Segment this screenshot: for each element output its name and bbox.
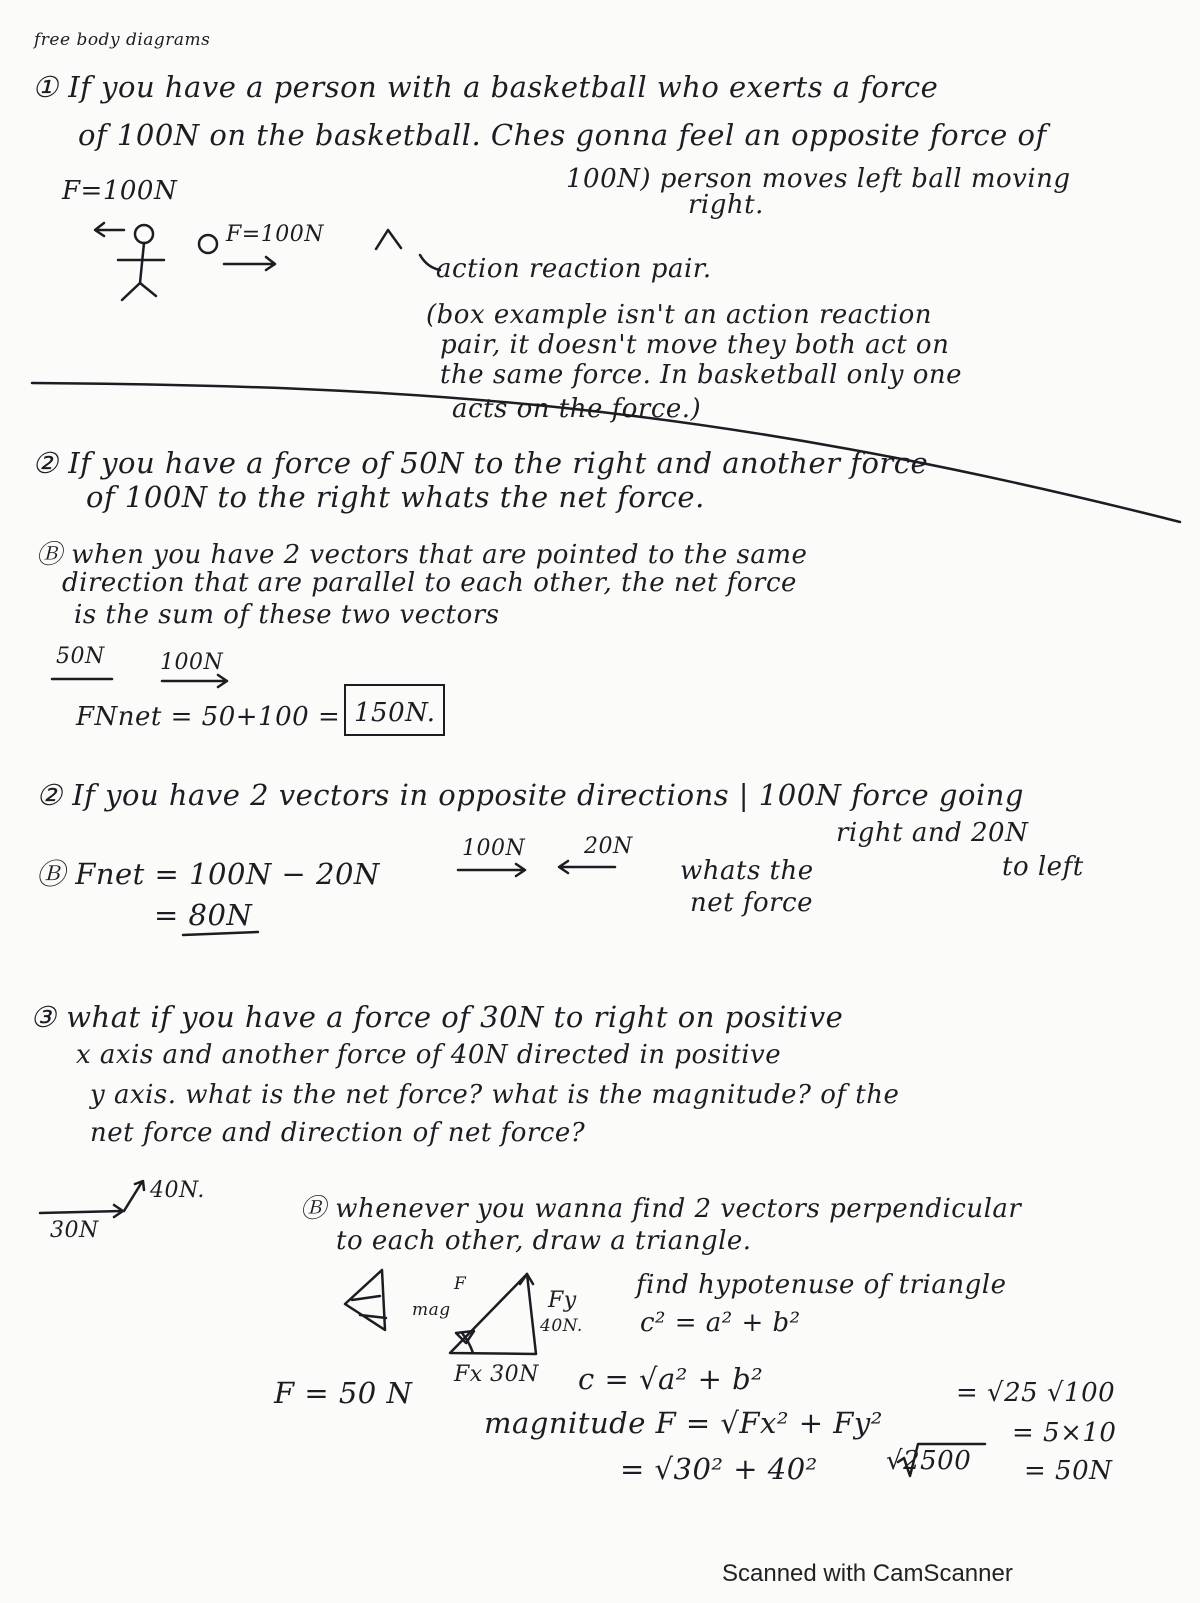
page-title: free body diagrams	[34, 30, 211, 50]
section3-question-line2: right and 20N	[836, 818, 1029, 848]
force-label-person: F=100N	[62, 176, 178, 206]
note-line2: pair, it doesn't move they both act on	[440, 330, 950, 360]
stick-figure-icon	[118, 225, 164, 300]
result-line3: = 50N	[1024, 1456, 1113, 1486]
arrow-20n-left-icon	[559, 861, 615, 873]
whats-the-label: whats the	[680, 856, 814, 886]
arrow-30n-icon	[40, 1205, 123, 1217]
section3-question-line1: ② If you have 2 vectors in opposite directions | 100N force going	[36, 778, 1024, 812]
section2-answer-line1: Ⓑ when you have 2 vectors that are pointed to the same	[36, 540, 808, 570]
section1-question-line2: of 100N on the basketball. Ches gonna feel an opposite force of	[78, 118, 1047, 152]
triangle-mag-label: mag	[412, 1300, 451, 1320]
note-line3: the same force. In basketball only one	[440, 360, 963, 390]
section3-question-line3: to left	[1002, 852, 1084, 882]
section2-answer-line2: direction that are parallel to each other, the net force	[62, 568, 797, 598]
c-equation: c = √a² + b²	[578, 1362, 764, 1396]
triangle-fy-value: 40N.	[540, 1316, 583, 1336]
magnitude-equation-line2: = √30² + 40²	[620, 1452, 818, 1486]
pythagoras-equation: c² = a² + b²	[640, 1308, 801, 1338]
net-force-equation: FNnet = 50+100 =	[76, 702, 341, 732]
section4-question-line4: net force and direction of net force?	[90, 1118, 586, 1148]
f50-result: F = 50 N	[274, 1376, 413, 1410]
section1-question-line1: ① If you have a person with a basketball who exerts a force	[32, 70, 939, 104]
section2-question-line2: of 100N to the right whats the net force.	[86, 480, 705, 514]
net-force-result: 150N.	[344, 684, 445, 736]
net-force-label: net force	[690, 888, 813, 918]
section4-answer-line1: Ⓑ whenever you wanna find 2 vectors perpendicular	[300, 1194, 1022, 1224]
magnitude-equation: magnitude F = √Fx² + Fy²	[484, 1406, 883, 1440]
hypotenuse-note: find hypotenuse of triangle	[636, 1270, 1007, 1300]
section2-answer-line3: is the sum of these two vectors	[74, 600, 500, 630]
arrow-left-icon	[95, 223, 124, 236]
arrow-100n-right-icon	[458, 864, 525, 876]
arrow-100n-label: 100N	[462, 836, 526, 861]
sqrt-2500: √2500	[886, 1446, 972, 1476]
arrow-20n-label: 20N	[584, 834, 633, 859]
section4-answer-line2: to each other, draw a triangle.	[336, 1226, 752, 1256]
vector-40n-label: 40N.	[150, 1178, 205, 1203]
section4-question-line1: ③ what if you have a force of 30N to right on positive	[30, 1000, 844, 1034]
ball-icon	[199, 235, 217, 253]
triangle-f-label: F	[454, 1274, 467, 1294]
note-line4: acts on the force.)	[452, 394, 702, 424]
vector-50n-label: 50N	[56, 644, 105, 669]
arrow-100n-icon	[162, 675, 227, 687]
arrow-40n-icon	[124, 1181, 144, 1211]
result-line2: = 5×10	[1012, 1418, 1117, 1448]
arrow-right-icon	[224, 257, 275, 270]
section4-question-line3: y axis. what is the net force? what is the magnitude? of the	[90, 1080, 900, 1110]
vector-30n-label: 30N	[50, 1218, 99, 1243]
force-label-ball: F=100N	[226, 222, 324, 247]
camscanner-watermark: Scanned with CamScanner	[722, 1560, 1013, 1587]
section4-question-line2: x axis and another force of 40N directed in positive	[76, 1040, 782, 1070]
fnet-equation-line2: = 80N	[154, 898, 253, 932]
section1-answer-line2: right.	[688, 190, 764, 220]
note-line1: (box example isn't an action reaction	[426, 300, 932, 330]
section2-question-line1: ② If you have a force of 50N to the right and another force	[32, 446, 929, 480]
caret-up-icon	[376, 230, 401, 249]
action-reaction-pair: action reaction pair.	[436, 254, 712, 284]
triangle-fx-label: Fx 30N	[454, 1362, 539, 1387]
section1-answer-line1: 100N) person moves left ball moving	[566, 164, 1071, 194]
triangle-fy-label: Fy	[548, 1288, 577, 1313]
fnet-equation-line1: Ⓑ Fnet = 100N − 20N	[36, 857, 380, 891]
vector-100n-label: 100N	[160, 650, 224, 675]
result-line1: = √25 √100	[956, 1378, 1116, 1408]
